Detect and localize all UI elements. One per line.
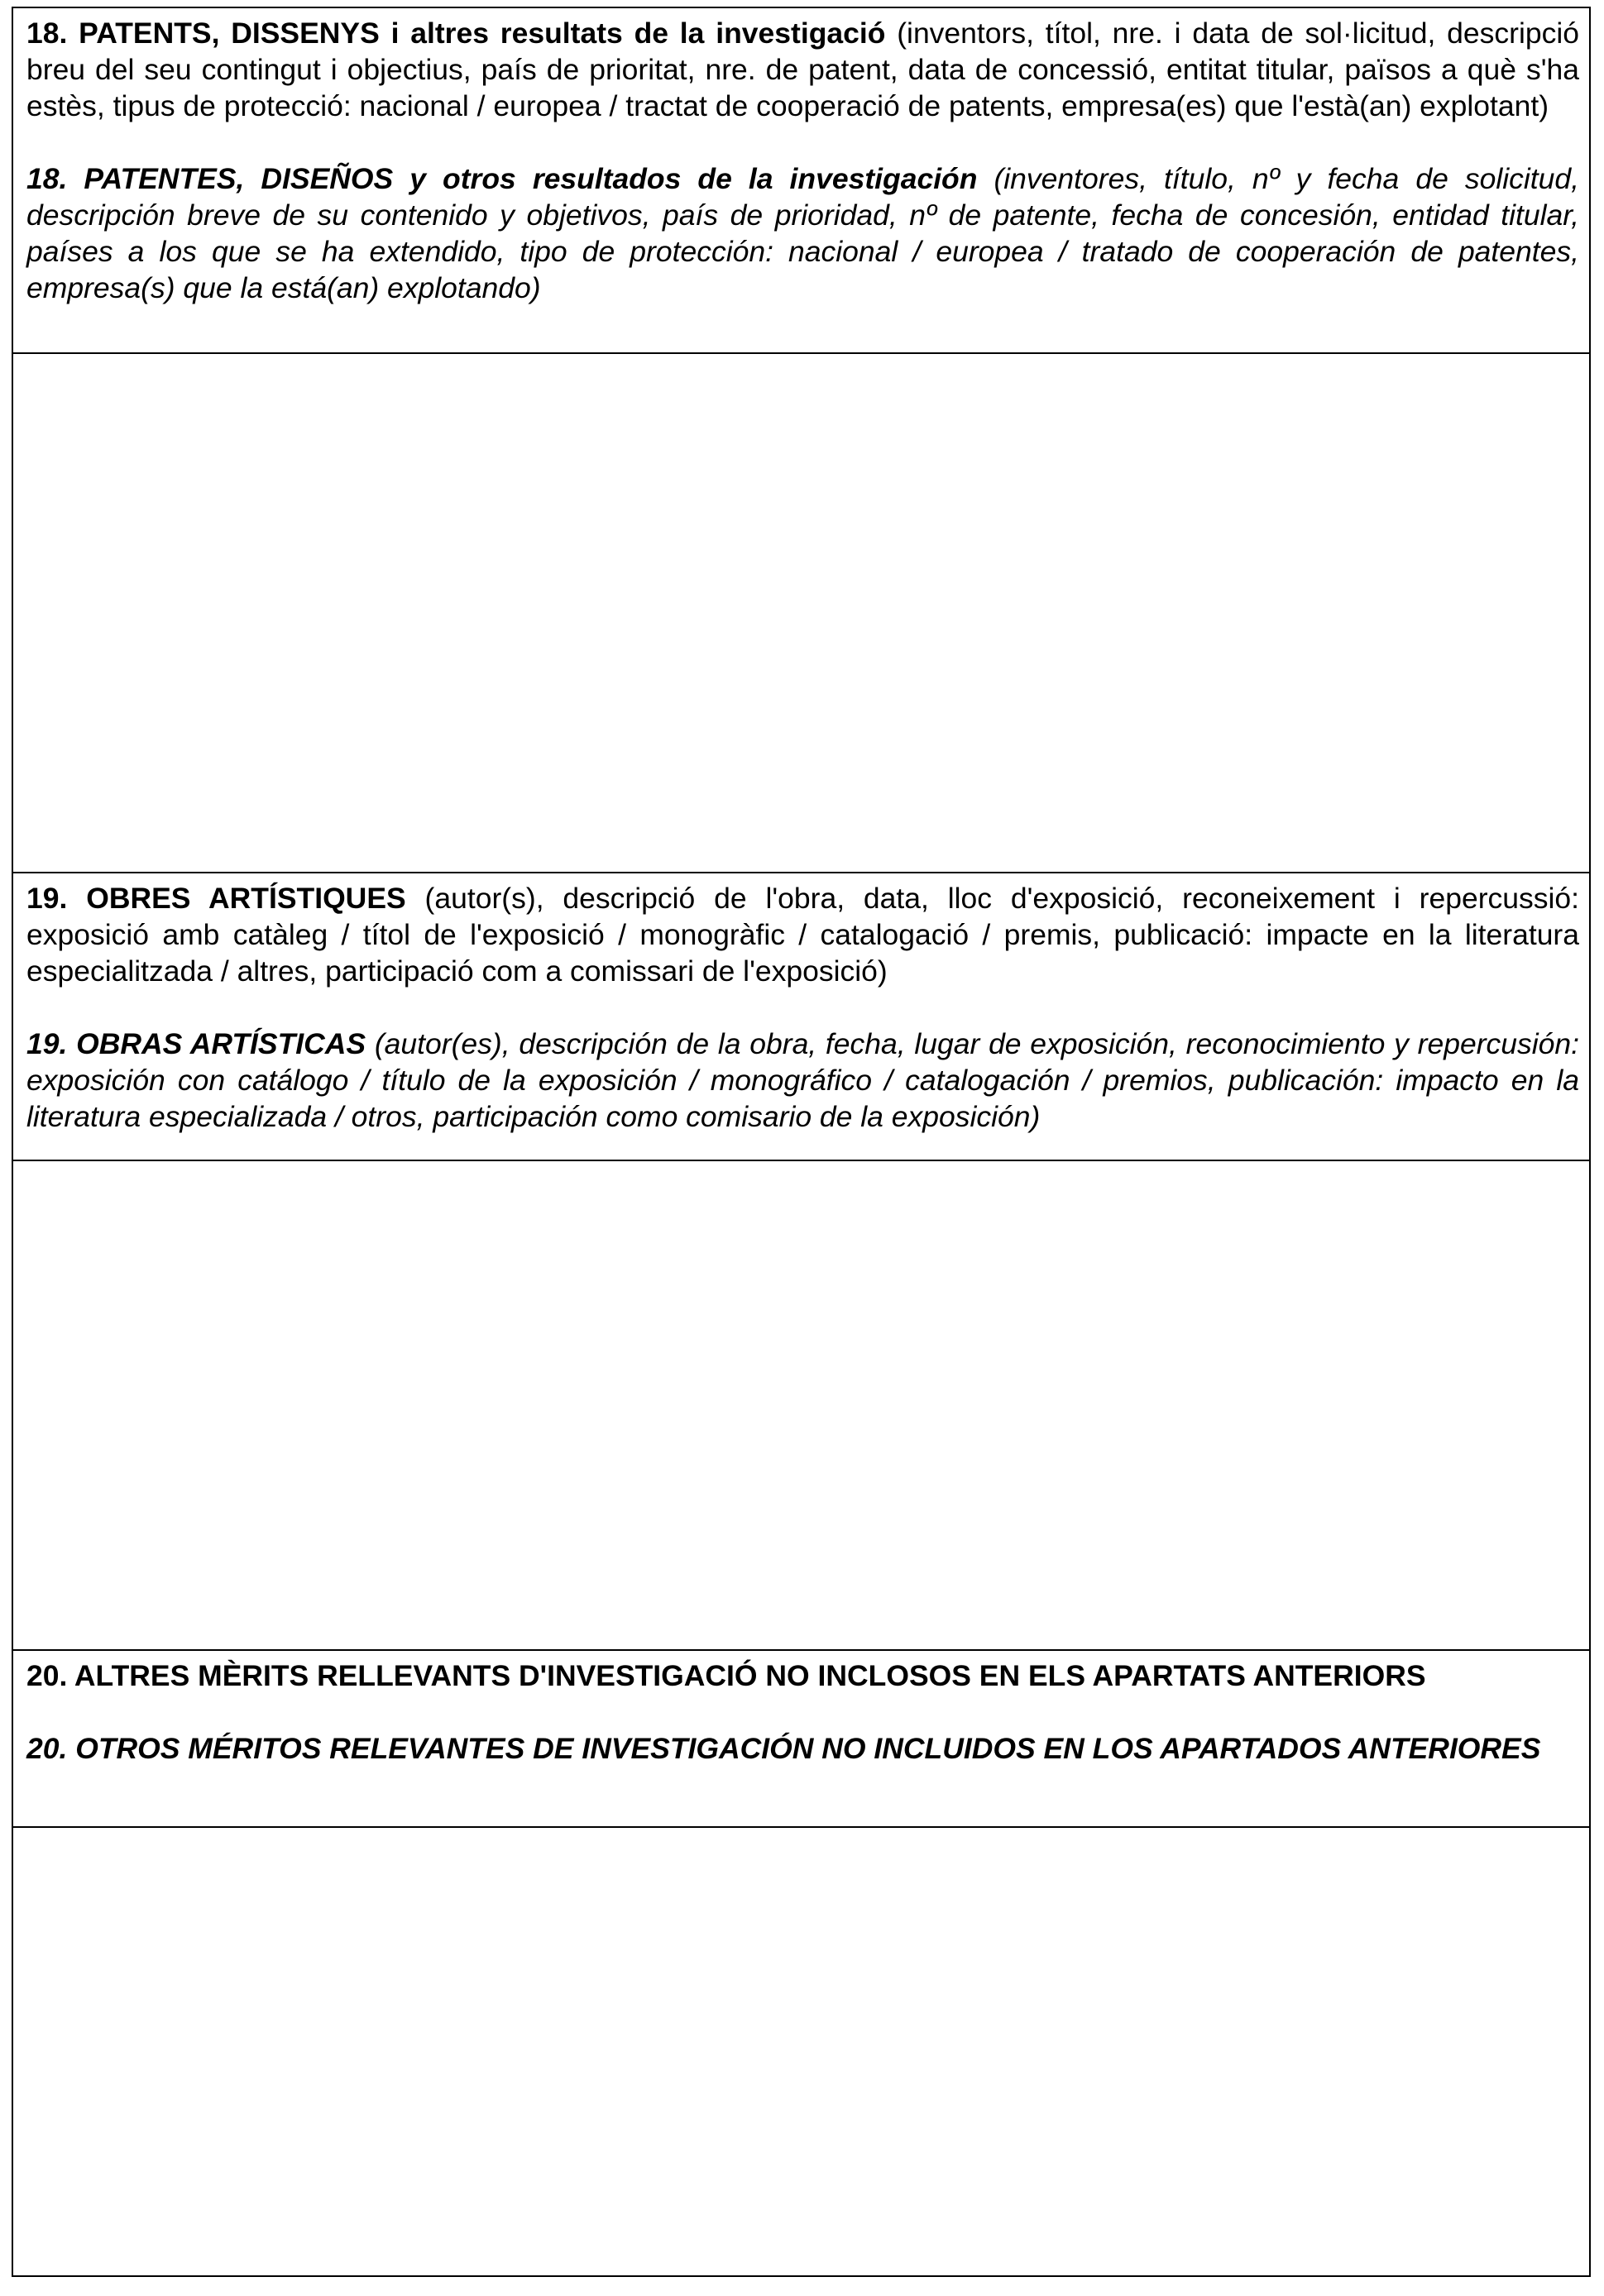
section-19-catalan-description: (autor(s), descripció de l'obra, data, lloc d'exposició, reconeixement i repercussió: exposició amb catàleg / títol de l'exposició / monogràfic / catalogació / premis, publicació: impacte en la literatura especialitzada / altres, participació com a comissari de l'exposició) [26, 882, 1580, 988]
section-18-spanish-title: 18. PATENTES, DISEÑOS y otros resultados de la investigación [26, 162, 978, 195]
section-19-catalan-title: 19. OBRES ARTÍSTIQUES [26, 882, 406, 915]
section-18-catalan-text [26, 15, 1579, 124]
section-20-answer-area[interactable] [13, 1828, 1589, 2275]
section-20-spanish-text [26, 1730, 1579, 1767]
section-19-catalan-text [26, 880, 1579, 989]
section-20-catalan-title: 20. ALTRES MÈRITS RELLEVANTS D'INVESTIGACIÓ NO INCLOSOS EN ELS APARTATS ANTERIORS [26, 1659, 1426, 1692]
section-19-answer-area[interactable] [13, 1161, 1589, 1651]
section-18-answer-area[interactable] [13, 354, 1589, 873]
section-18-spanish-text [26, 160, 1579, 306]
section-19-spanish-title: 19. OBRAS ARTÍSTICAS [26, 1027, 366, 1060]
section-20-catalan-text [26, 1657, 1579, 1694]
section-19-spanish-description: (autor(es), descripción de la obra, fecha, lugar de exposición, reconocimiento y repercusión: exposición con catálogo / título de la exposición / monográfico / catalogación / premios, publicación: impacto en la literatura especializada / otros, participación como comisario de la exposición) [26, 1027, 1579, 1133]
section-19-header [13, 873, 1589, 1161]
section-18-header [13, 8, 1589, 354]
section-18-catalan-description: (inventors, títol, nre. i data de sol·licitud, descripció breu del seu contingut i objectius, país de prioritat, nre. de patent, data de concessió, entitat titular, països a què s'ha estès, tipus de protecció: nacional / europea / tractat de cooperació de patents, empresa(es) que l'està(an) explotant) [26, 17, 1579, 122]
section-20-spanish-title: 20. OTROS MÉRITOS RELEVANTES DE INVESTIGACIÓN NO INCLUIDOS EN LOS APARTADOS ANTERIORES [26, 1732, 1541, 1765]
section-20-header [13, 1651, 1589, 1828]
form-page [12, 7, 1591, 2277]
section-18-catalan-title: 18. PATENTS, DISSENYS i altres resultats de la investigació [26, 17, 886, 50]
section-18-spanish-description: (inventores, título, nº y fecha de solicitud, descripción breve de su contenido y objetivos, país de prioridad, nº de patente, fecha de concesión, entidad titular, países a los que se ha extendido, tipo de protección: nacional / europea / tratado de cooperación de patentes, empresa(s) que la está(an) explotando) [26, 162, 1579, 304]
section-19-spanish-text [26, 1026, 1579, 1135]
